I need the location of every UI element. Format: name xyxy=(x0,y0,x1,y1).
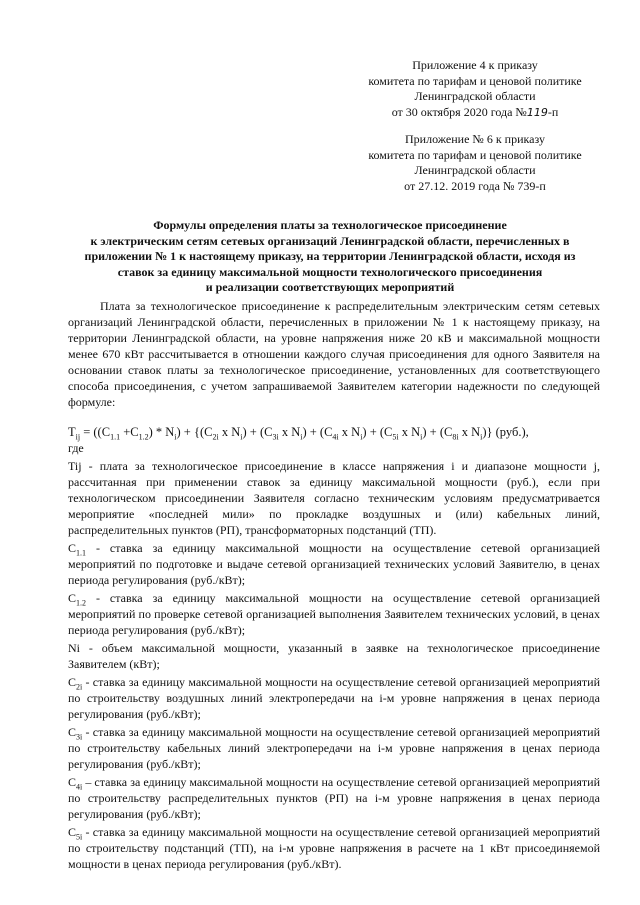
definition-text: - ставка за единицу максимальной мощности на осуществление сетевой организацией мероприятий по проверке сетевой организацией выполнения Заявителем технических условий, в ценах периода регулирования (руб./кВт); xyxy=(68,591,600,637)
definition-text: - ставка за единицу максимальной мощности на осуществление сетевой организацией мероприятий по подготовке и выдаче сетевой организацией технических условий Заявителю, в ценах периода регулирования (руб./кВт); xyxy=(68,541,600,587)
definition-text: - ставка за единицу максимальной мощности на осуществление сетевой организацией мероприятий по строительству подстанций (ТП), на i-м уровне напряжения в расчете на 1 кВт присоединяемой мощности в ценах периода регулирования (руб./кВт). xyxy=(68,825,600,871)
symbol-subscript: 5i xyxy=(76,832,83,842)
symbol: C xyxy=(68,775,77,789)
appendix-6-line1: Приложение № 6 к приказу xyxy=(405,132,545,146)
appendix-4-number-suffix: -п xyxy=(547,104,559,119)
title-line5: и реализации соответствующих мероприятий xyxy=(205,280,455,294)
symbol: C xyxy=(68,675,77,689)
document-title xyxy=(60,218,600,296)
formula-subscript: i xyxy=(420,432,423,442)
title-line4: ставок за единицу максимальной мощности технологического присоединения xyxy=(117,264,543,279)
symbol-subscript: 1.1 xyxy=(76,548,87,558)
formula-subscript: i xyxy=(300,432,303,442)
title-line2: к электрическим сетям сетевых организаций Ленинградской области, перечисленных в xyxy=(90,233,570,248)
symbol: C xyxy=(68,591,77,605)
title-line3: приложении № 1 к настоящему приказу, на территории Ленинградской области, исходя из xyxy=(84,249,576,263)
definition-c4i xyxy=(68,774,600,822)
formula-part: x N xyxy=(338,425,361,439)
title-line1: Формулы определения платы за технологическое присоединение xyxy=(153,218,507,232)
formula-subscript: i xyxy=(240,432,243,442)
definition-text: – ставка за единицу максимальной мощности на осуществление сетевой организацией мероприятий по строительству распределительных пунктов (РП) на i-м уровне напряжения в ценах периода регулирования (руб./кВт); xyxy=(68,775,600,821)
appendix-4-line2: комитета по тарифам и ценовой политике xyxy=(368,73,582,88)
where-label: где xyxy=(68,441,84,455)
definition-tij: Tij - плата за технологическое присоединение в классе напряжения i и диапазоне мощности j, рассчитанная при применении ставок за единицу максимальной мощности (руб.), если при технологическом присоединении Заявителя согласно техническим условиям предусматривается мероприятие «последней мили» по прокладке воздушных и (или) кабельных линий, распределительных пунктов (РП), трансформаторных подстанций (ТП). xyxy=(68,459,600,537)
formula-part: x N xyxy=(458,425,481,439)
formula-subscript: 1.1 xyxy=(110,432,121,442)
formula-subscript: i xyxy=(360,432,363,442)
definition-c12 xyxy=(68,590,600,638)
appendix-6-line3: Ленинградской области xyxy=(414,163,536,177)
formula-part: = ((C xyxy=(80,425,111,439)
formula-part: +C xyxy=(120,425,139,439)
formula-part: ) * N xyxy=(148,425,175,439)
formula-subscript: i xyxy=(174,432,177,442)
appendix-6-line2: комитета по тарифам и ценовой политике xyxy=(368,147,582,162)
appendix-4-line1: Приложение 4 к приказу xyxy=(412,58,538,72)
formula-part: x N xyxy=(398,425,421,439)
formula-part: )} (руб.), xyxy=(482,425,529,439)
intro-paragraph: Плата за технологическое присоединение к распределительным электрическим сетям сетевых организаций Ленинградской области, перечисленных в приложении № 1 к настоящему приказу, на территории Ленинградской области, на уровне напряжения ниже 20 кВ и максимальной мощности менее 670 кВт рассчитывается в отношении каждого случая присоединения для одного Заявителя на основании ставок платы за технологическое присоединение, установленных для соответствующего способа присоединения, с учетом запрашиваемой Заявителем категории надежности по следующей формуле: xyxy=(68,299,600,409)
order-number-handwritten: 119 xyxy=(526,105,548,119)
formula-part: ) + (C xyxy=(242,425,273,439)
formula-subscript: 2i xyxy=(212,432,219,442)
formula-part: x N xyxy=(278,425,301,439)
definition-c11 xyxy=(68,540,600,588)
definition-c3i xyxy=(68,724,600,772)
symbol-subscript: 3i xyxy=(76,732,83,742)
definition-text: - ставка за единицу максимальной мощности на осуществление сетевой организацией мероприятий по строительству воздушных линий электропередачи на i-м уровне напряжения в ценах периода регулирования (руб./кВт); xyxy=(68,675,600,721)
formula-subscript: ij xyxy=(75,432,81,442)
formula-subscript: 8i xyxy=(452,432,459,442)
document-body xyxy=(68,298,600,872)
definition-c5i xyxy=(68,824,600,872)
formula-subscript: 5i xyxy=(392,432,399,442)
definition-text: - ставка за единицу максимальной мощности на осуществление сетевой организацией мероприятий по строительству кабельных линий электропередачи на i-м уровне напряжения в ценах периода регулирования (руб./кВт); xyxy=(68,725,600,771)
formula-part: ) + {(C xyxy=(176,425,213,439)
symbol-subscript: 4i xyxy=(76,782,83,792)
formula-subscript: i xyxy=(480,432,483,442)
appendix-6-line4: от 27.12. 2019 года № 739-п xyxy=(404,178,546,193)
symbol-subscript: 2i xyxy=(76,682,83,692)
appendix-6-header xyxy=(350,132,600,194)
formula-subscript: 3i xyxy=(272,432,279,442)
appendix-4-line3: Ленинградской области xyxy=(414,89,536,103)
symbol: C xyxy=(68,725,77,739)
formula-subscript: 4i xyxy=(332,432,339,442)
appendix-4-header xyxy=(350,58,600,120)
symbol: C xyxy=(68,825,77,839)
symbol-subscript: 1.2 xyxy=(76,598,87,608)
appendix-4-date xyxy=(350,105,600,121)
symbol: C xyxy=(68,541,77,555)
formula-part: x N xyxy=(218,425,241,439)
appendix-4-date-prefix: от 30 октября 2020 года № xyxy=(391,104,527,119)
definition-c2i xyxy=(68,674,600,722)
formula-subscript: 1.2 xyxy=(138,432,149,442)
definition-ni: Ni - объем максимальной мощности, указанный в заявке на технологическое присоединение Заявителем (кВт); xyxy=(68,641,600,671)
formula-part: T xyxy=(68,425,76,439)
payment-formula xyxy=(68,424,600,440)
formula-part: ) + (C xyxy=(362,425,393,439)
formula-part: ) + (C xyxy=(422,425,453,439)
formula-part: ) + (C xyxy=(302,425,333,439)
